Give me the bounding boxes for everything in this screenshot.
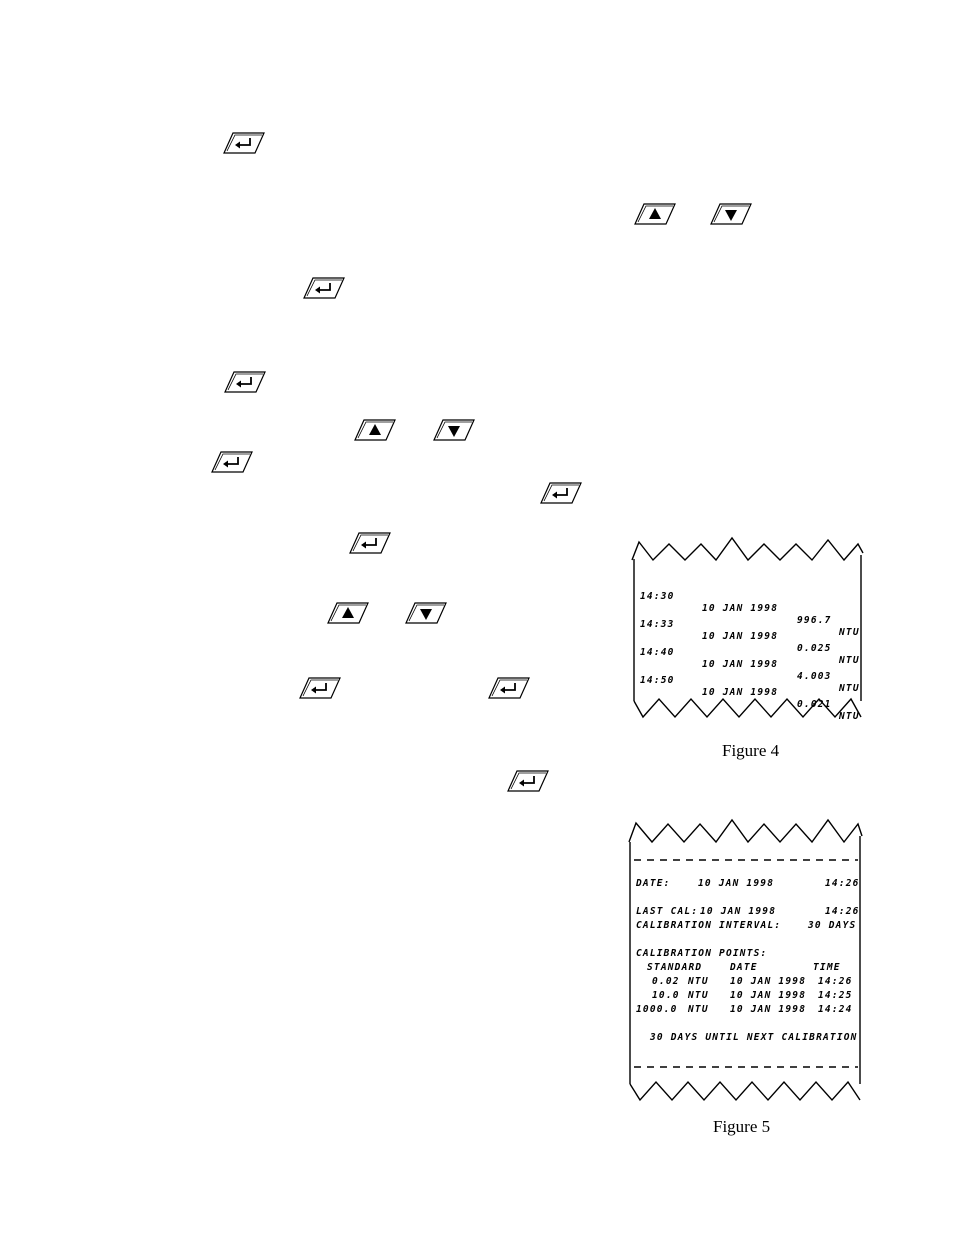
- enter-key-icon: [224, 371, 266, 393]
- interval-value: 30 DAYS: [808, 920, 857, 931]
- enter-key-icon: [303, 277, 345, 299]
- receipt-outline: [626, 814, 866, 1106]
- point-standard: 10.0: [652, 990, 680, 1001]
- enter-key-icon: [540, 482, 582, 504]
- interval-label: CALIBRATION INTERVAL:: [636, 920, 782, 931]
- point-standard: 1000.0: [636, 1004, 678, 1015]
- row-time: 14:33: [640, 619, 675, 630]
- point-date: 10 JAN 1998: [730, 1004, 807, 1015]
- row-date: 10 JAN 1998: [702, 659, 779, 670]
- col-date: DATE: [730, 962, 758, 973]
- up-arrow-key-icon: [634, 203, 676, 225]
- last-cal-label: LAST CAL:: [636, 906, 699, 917]
- figure4-printout: [630, 535, 865, 720]
- row-value: 996.7: [797, 615, 832, 626]
- enter-key-icon: [349, 532, 391, 554]
- row-date: 10 JAN 1998: [702, 687, 779, 698]
- down-arrow-key-icon: [710, 203, 752, 225]
- last-cal-time: 14:26: [825, 906, 860, 917]
- point-unit: NTU: [688, 1004, 709, 1015]
- row-unit: NTU: [839, 655, 860, 666]
- point-time: 14:26: [818, 976, 853, 987]
- date-label: DATE:: [636, 878, 671, 889]
- points-label: CALIBRATION POINTS:: [636, 948, 768, 959]
- enter-key-icon: [488, 677, 530, 699]
- up-arrow-key-icon: [354, 419, 396, 441]
- enter-key-icon: [211, 451, 253, 473]
- row-time: 14:50: [640, 675, 675, 686]
- col-time: TIME: [813, 962, 841, 973]
- row-date: 10 JAN 1998: [702, 631, 779, 642]
- point-time: 14:24: [818, 1004, 853, 1015]
- figure5-caption: Figure 5: [713, 1117, 771, 1136]
- row-value: 0.025: [797, 643, 832, 654]
- row-unit: NTU: [839, 711, 860, 722]
- up-arrow-key-icon: [327, 602, 369, 624]
- row-unit: NTU: [839, 683, 860, 694]
- row-date: 10 JAN 1998: [702, 603, 779, 614]
- row-time: 14:30: [640, 591, 675, 602]
- point-date: 10 JAN 1998: [730, 990, 807, 1001]
- point-time: 14:25: [818, 990, 853, 1001]
- row-unit: NTU: [839, 627, 860, 638]
- enter-key-icon: [223, 132, 265, 154]
- figure5-printout: [626, 814, 866, 1106]
- row-value: 0.021: [797, 699, 832, 710]
- enter-key-icon: [507, 770, 549, 792]
- col-standard: STANDARD: [647, 962, 703, 973]
- row-time: 14:40: [640, 647, 675, 658]
- down-arrow-key-icon: [405, 602, 447, 624]
- figure4-caption: Figure 4: [722, 741, 780, 760]
- down-arrow-key-icon: [433, 419, 475, 441]
- row-value: 4.003: [797, 671, 832, 682]
- point-standard: 0.02: [652, 976, 680, 987]
- enter-key-icon: [299, 677, 341, 699]
- date-time: 14:26: [825, 878, 860, 889]
- next-calibration-note: 30 DAYS UNTIL NEXT CALIBRATION: [650, 1032, 858, 1043]
- point-unit: NTU: [688, 990, 709, 1001]
- last-cal-value: 10 JAN 1998: [700, 906, 777, 917]
- point-unit: NTU: [688, 976, 709, 987]
- point-date: 10 JAN 1998: [730, 976, 807, 987]
- date-value: 10 JAN 1998: [698, 878, 775, 889]
